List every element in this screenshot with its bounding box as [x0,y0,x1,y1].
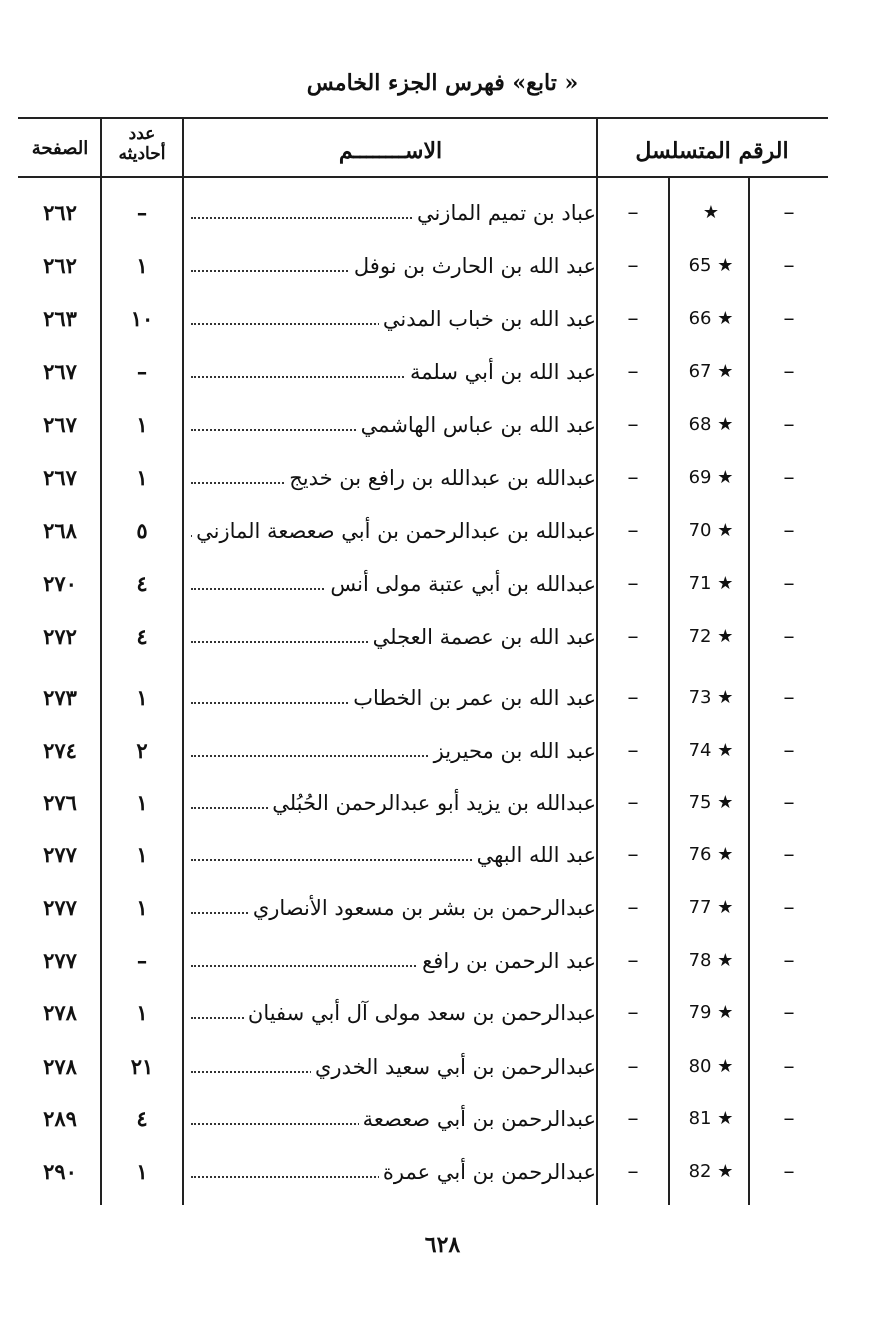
table-row [0,299,885,339]
serial-dash-cell: – [627,895,639,920]
serial-number-cell: 66 ★ [688,308,734,329]
page-number-cell: ٢٦٢ [43,253,77,278]
hadith-count-cell: ٢ [136,738,148,763]
serial-dash-cell: – [783,359,795,384]
serial-number-cell: 78 ★ [688,950,734,971]
serial-dash-cell: – [783,306,795,331]
serial-dash-cell: – [783,1106,795,1131]
serial-dash-cell: – [627,412,639,437]
hadith-count-cell: ١ [136,1159,148,1184]
narrator-name: عبدالله بن عبدالله بن رافع بن خديج [285,466,596,490]
table-row [0,193,885,233]
narrator-name: عبدالرحمن بن سعد مولى آل أبي سفيان [244,1001,596,1025]
hadith-count-cell: ٢١ [130,1054,154,1079]
narrator-name: عبد الله بن محيريز [430,739,596,763]
serial-dash-cell: – [783,1000,795,1025]
narrator-name: عبدالله بن أبي عتبة مولى أنس [326,572,596,596]
serial-dash-cell: – [783,624,795,649]
serial-dash-cell: – [627,465,639,490]
hadith-count-cell: ١٠ [130,306,154,331]
serial-dash-cell: – [627,624,639,649]
hadith-count-cell: – [136,200,148,225]
serial-dash-cell: – [627,738,639,763]
serial-number-cell: 74 ★ [688,740,734,761]
serial-dash-cell: – [783,842,795,867]
page-number-cell: ٢٦٧ [43,412,77,437]
hadith-count-cell: ٤ [136,571,148,596]
narrator-name: عبدالله بن يزيد أبو عبدالرحمن الحُبُلي [268,791,596,815]
hadith-count-cell: ٤ [136,624,148,649]
narrator-name: عبد الرحمن بن رافع [418,949,596,973]
table-row [0,731,885,771]
serial-number-cell: ★ [702,202,720,223]
serial-dash-cell: – [783,200,795,225]
page-number-cell: ٢٧٢ [43,624,77,649]
serial-dash-cell: – [627,790,639,815]
name-cell [185,352,596,392]
table-row [0,1047,885,1087]
name-cell [185,511,596,551]
hadith-count-cell: ١ [136,465,148,490]
name-cell [185,941,596,981]
hadith-count-cell: ١ [136,790,148,815]
narrator-name: عبدالرحمن بن أبي صعصعة [359,1107,596,1131]
name-cell [185,993,596,1033]
hadith-count-cell: – [136,359,148,384]
name-cell [185,783,596,823]
page-number-cell: ٢٧٧ [43,895,77,920]
page-number-cell: ٢٧٨ [43,1000,77,1025]
page-number-cell: ٢٧٤ [43,738,77,763]
serial-dash-cell: – [783,1054,795,1079]
table-row [0,352,885,392]
narrator-name: عباد بن تميم المازني [413,201,596,225]
serial-number-cell: 70 ★ [688,520,734,541]
page-number-cell: ٢٧٦ [43,790,77,815]
page-number-cell: ٢٦٧ [43,465,77,490]
name-cell [185,678,596,718]
serial-dash-cell: – [627,1000,639,1025]
serial-dash-cell: – [783,1159,795,1184]
name-cell [185,405,596,445]
table-row [0,405,885,445]
serial-dash-cell: – [783,685,795,710]
serial-dash-cell: – [783,738,795,763]
narrator-name: عبد الله بن خباب المدني [379,307,596,331]
serial-number-cell: 81 ★ [688,1108,734,1129]
hadith-count-cell: ١ [136,895,148,920]
serial-dash-cell: – [627,200,639,225]
serial-dash-cell: – [783,465,795,490]
serial-dash-cell: – [783,895,795,920]
hadith-count-cell: ١ [136,842,148,867]
hadith-count-cell: ١ [136,1000,148,1025]
name-cell [185,458,596,498]
page-number: ٦٢٨ [424,1232,461,1258]
page-number-cell: ٢٧٣ [43,685,77,710]
serial-dash-cell: – [627,842,639,867]
name-cell [185,246,596,286]
serial-number-cell: 65 ★ [688,255,734,276]
page-number-cell: ٢٧٨ [43,1054,77,1079]
hadith-count-cell: ١ [136,412,148,437]
serial-number-cell: 69 ★ [688,467,734,488]
serial-dash-cell: – [627,518,639,543]
page-number-cell: ٢٧٧ [43,948,77,973]
page-title: « تابع» فهرس الجزء الخامس [306,70,579,96]
serial-dash-cell: – [783,412,795,437]
table-row [0,617,885,657]
table-row [0,993,885,1033]
serial-dash-cell: – [627,1054,639,1079]
header-count-line2: أحاديثه [118,144,166,164]
table-row [0,888,885,928]
narrator-name: عبدالرحمن بن بشر بن مسعود الأنصاري [249,896,596,920]
page-number-cell: ٢٦٢ [43,200,77,225]
page-number-cell: ٢٩٠ [43,1159,77,1184]
serial-dash-cell: – [627,1106,639,1131]
table-row [0,511,885,551]
serial-number-cell: 71 ★ [688,573,734,594]
header-page: الصفحة [31,138,89,159]
header-count-line1: عدد [128,124,156,144]
header-serial-number: الرقم المتسلسل [635,138,789,164]
serial-dash-cell: – [783,948,795,973]
name-cell [185,1152,596,1192]
serial-dash-cell: – [627,306,639,331]
serial-dash-cell: – [783,790,795,815]
table-row [0,678,885,718]
page-number-cell: ٢٦٧ [43,359,77,384]
narrator-name: عبدالرحمن بن أبي سعيد الخدري [311,1055,596,1079]
serial-number-cell: 75 ★ [688,792,734,813]
page-number-cell: ٢٦٣ [43,306,77,331]
hadith-count-cell: – [136,948,148,973]
table-row [0,941,885,981]
name-cell [185,835,596,875]
name-cell [185,1099,596,1139]
table-row [0,246,885,286]
table-row [0,783,885,823]
serial-number-cell: 80 ★ [688,1056,734,1077]
serial-dash-cell: – [627,571,639,596]
header-name: الاســــــــم [338,138,443,164]
narrator-name: عبدالرحمن بن أبي عمرة [379,1160,596,1184]
narrator-name: عبد الله البهي [473,843,596,867]
page-number-cell: ٢٧٧ [43,842,77,867]
serial-number-cell: 67 ★ [688,361,734,382]
table-row [0,1099,885,1139]
name-cell [185,888,596,928]
narrator-name: عبدالله بن عبدالرحمن بن أبي صعصعة المازني [192,519,596,543]
name-cell [185,299,596,339]
page-number-cell: ٢٧٠ [43,571,77,596]
serial-number-cell: 79 ★ [688,1002,734,1023]
narrator-name: عبد الله بن عصمة العجلي [369,625,596,649]
hadith-count-cell: ١ [136,253,148,278]
narrator-name: عبد الله بن عباس الهاشمي [357,413,596,437]
serial-dash-cell: – [627,1159,639,1184]
table-row [0,458,885,498]
serial-dash-cell: – [627,948,639,973]
serial-number-cell: 76 ★ [688,844,734,865]
serial-dash-cell: – [627,685,639,710]
serial-number-cell: 82 ★ [688,1161,734,1182]
narrator-name: عبد الله بن الحارث بن نوفل [350,254,596,278]
name-cell [185,731,596,771]
serial-dash-cell: – [627,253,639,278]
serial-number-cell: 77 ★ [688,897,734,918]
serial-dash-cell: – [783,253,795,278]
hadith-count-cell: ١ [136,685,148,710]
hadith-count-cell: ٤ [136,1106,148,1131]
name-cell [185,564,596,604]
table-row [0,564,885,604]
narrator-name: عبد الله بن عمر بن الخطاب [349,686,596,710]
serial-number-cell: 68 ★ [688,414,734,435]
serial-number-cell: 73 ★ [688,687,734,708]
name-cell [185,1047,596,1087]
serial-dash-cell: – [627,359,639,384]
page-number-cell: ٢٨٩ [43,1106,77,1131]
serial-dash-cell: – [783,518,795,543]
serial-number-cell: 72 ★ [688,626,734,647]
serial-dash-cell: – [783,571,795,596]
table-row [0,1152,885,1192]
hadith-count-cell: ٥ [136,518,148,543]
page-number-cell: ٢٦٨ [43,518,77,543]
table-row [0,835,885,875]
name-cell [185,193,596,233]
narrator-name: عبد الله بن أبي سلمة [406,360,596,384]
name-cell [185,617,596,657]
